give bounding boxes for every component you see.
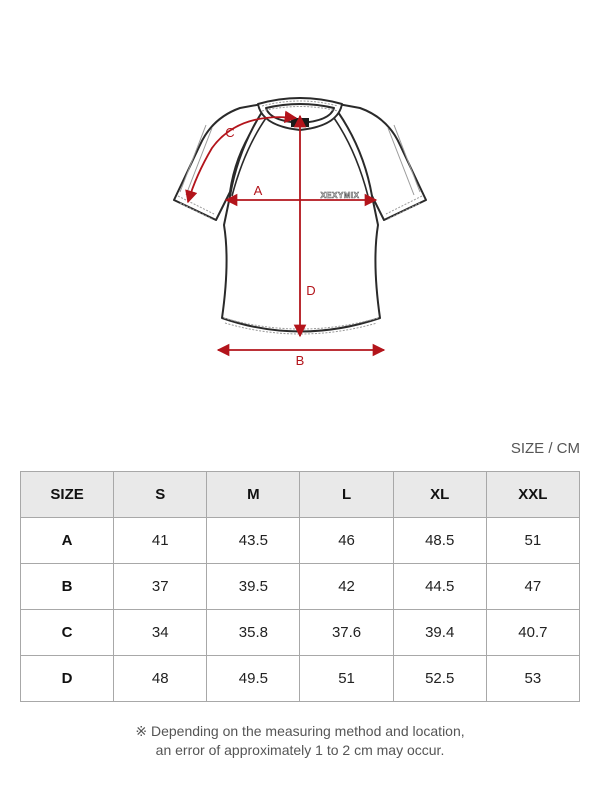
table-cell: 35.8: [207, 610, 300, 656]
table-cell: 39.4: [393, 610, 486, 656]
table-cell: 42: [300, 564, 393, 610]
table-row: [21, 610, 580, 656]
table-cell: 47: [486, 564, 579, 610]
header-cell: S: [114, 472, 207, 518]
header-cell: SIZE: [21, 472, 114, 518]
table-cell: 37: [114, 564, 207, 610]
table-cell: 37.6: [300, 610, 393, 656]
brand-mark: XEXYMIX: [320, 191, 360, 200]
row-label: C: [21, 610, 114, 656]
table-cell: 51: [486, 518, 579, 564]
table-cell: 40.7: [486, 610, 579, 656]
label-b: B: [295, 353, 305, 368]
table-cell: 53: [486, 656, 579, 702]
row-label: A: [21, 518, 114, 564]
measurement-note-line-1: ※ Depending on the measuring method and location,: [135, 723, 465, 739]
label-a: A: [253, 183, 263, 198]
measurement-note-line-2: an error of approximately 1 to 2 cm may occur.: [155, 742, 445, 758]
table-cell: 52.5: [393, 656, 486, 702]
label-d: D: [306, 283, 316, 298]
header-cell: XXL: [486, 472, 579, 518]
header-cell: XL: [393, 472, 486, 518]
table-cell: 46: [300, 518, 393, 564]
table-header-row: [21, 472, 580, 518]
table-row: [21, 518, 580, 564]
row-label: B: [21, 564, 114, 610]
table-cell: 51: [300, 656, 393, 702]
label-c: C: [225, 125, 235, 140]
table-cell: 48: [114, 656, 207, 702]
header-cell: L: [300, 472, 393, 518]
header-cell: M: [207, 472, 300, 518]
unit-label: SIZE / CM: [510, 440, 580, 457]
table-cell: 41: [114, 518, 207, 564]
table-cell: 34: [114, 610, 207, 656]
table-row: [21, 656, 580, 702]
table-cell: 48.5: [393, 518, 486, 564]
row-label: D: [21, 656, 114, 702]
table-cell: 49.5: [207, 656, 300, 702]
size-table: [20, 471, 580, 702]
table-cell: 44.5: [393, 564, 486, 610]
table-cell: 39.5: [207, 564, 300, 610]
table-cell: 43.5: [207, 518, 300, 564]
table-row: [21, 564, 580, 610]
